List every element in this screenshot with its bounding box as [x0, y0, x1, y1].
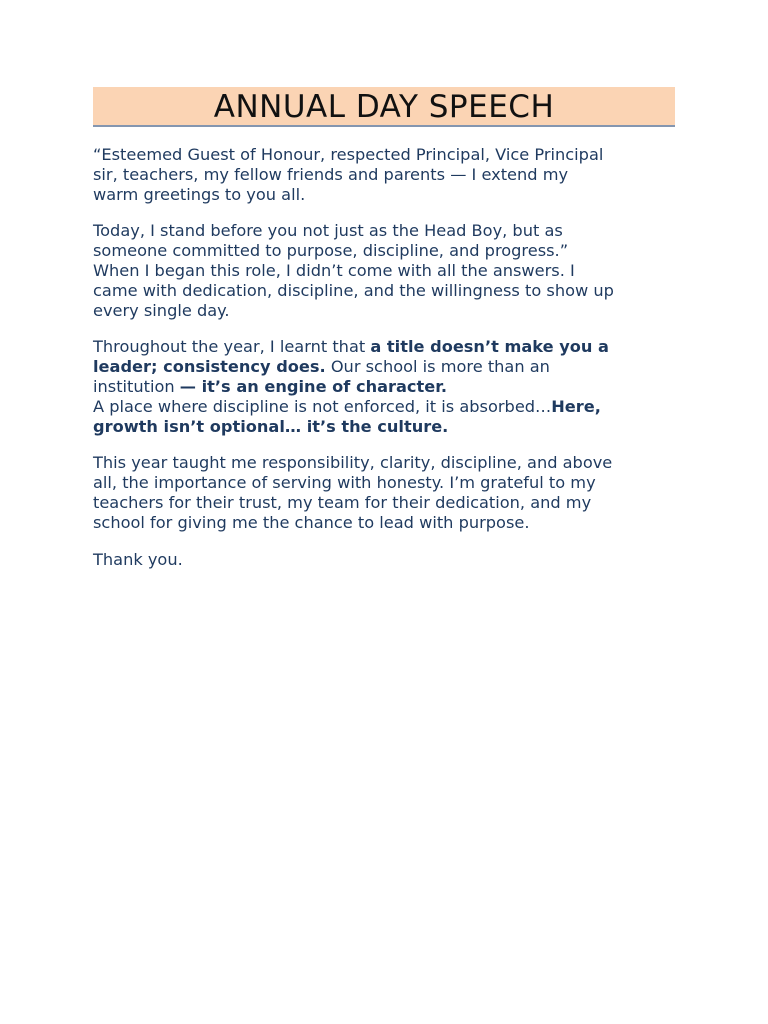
paragraph-line [93, 550, 675, 570]
bold-text-run: — it’s an engine of character. [179, 376, 448, 396]
paragraph-line [93, 301, 675, 321]
bold-text-run: leader; consistency does. [93, 357, 326, 377]
paragraph-line [93, 493, 675, 513]
text-run: school for giving me the chance to lead with purpose. [93, 512, 530, 532]
text-run: every single day. [93, 300, 230, 320]
paragraph-line [93, 377, 675, 397]
paragraph-line [93, 397, 675, 417]
paragraph-line [93, 185, 675, 205]
paragraph-line [93, 165, 675, 185]
text-run: Thank you. [93, 549, 183, 569]
speech-body [93, 145, 675, 569]
paragraph-line [93, 473, 675, 493]
paragraph-line [93, 357, 675, 377]
paragraph-line [93, 513, 675, 533]
speech-paragraph [93, 453, 675, 532]
paragraph-line [93, 453, 675, 473]
speech-paragraph [93, 221, 675, 320]
speech-paragraph [93, 550, 675, 570]
bold-text-run: growth isn’t optional… it’s the culture. [93, 416, 449, 436]
speech-paragraph [93, 145, 675, 204]
document-page [93, 87, 675, 586]
text-run: A place where discipline is not enforced, it is absorbed… [93, 396, 552, 416]
bold-text-run: Here, [551, 396, 601, 416]
paragraph-line [93, 417, 675, 437]
speech-paragraph [93, 337, 675, 436]
text-run: institution [93, 376, 180, 396]
text-run: When I began this role, I didn’t come with all the answers. I [93, 260, 575, 280]
text-run: Today, I stand before you not just as the Head Boy, but as [93, 221, 563, 241]
text-run: This year taught me responsibility, clarity, discipline, and above [93, 453, 613, 473]
paragraph-line [93, 337, 675, 357]
text-run: someone committed to purpose, discipline, and progress.” [93, 241, 569, 261]
paragraph-line [93, 221, 675, 241]
document-title: ANNUAL DAY SPEECH [213, 88, 555, 125]
text-run: teachers for their trust, my team for their dedication, and my [93, 492, 592, 512]
text-run: Throughout the year, I learnt that [93, 337, 371, 357]
paragraph-line [93, 261, 675, 281]
paragraph-line [93, 281, 675, 301]
text-run: “Esteemed Guest of Honour, respected Principal, Vice Principal [93, 145, 604, 164]
text-run: warm greetings to you all. [93, 184, 306, 204]
bold-text-run: a title doesn’t make you a [370, 337, 609, 357]
title-banner [93, 87, 675, 127]
text-run: sir, teachers, my fellow friends and parents — I extend my [93, 164, 569, 184]
text-run: Our school is more than an [325, 357, 550, 377]
paragraph-line [93, 241, 675, 261]
text-run: came with dedication, discipline, and the willingness to show up [93, 280, 614, 300]
paragraph-line [93, 145, 675, 165]
text-run: all, the importance of serving with honesty. I’m grateful to my [93, 473, 596, 493]
